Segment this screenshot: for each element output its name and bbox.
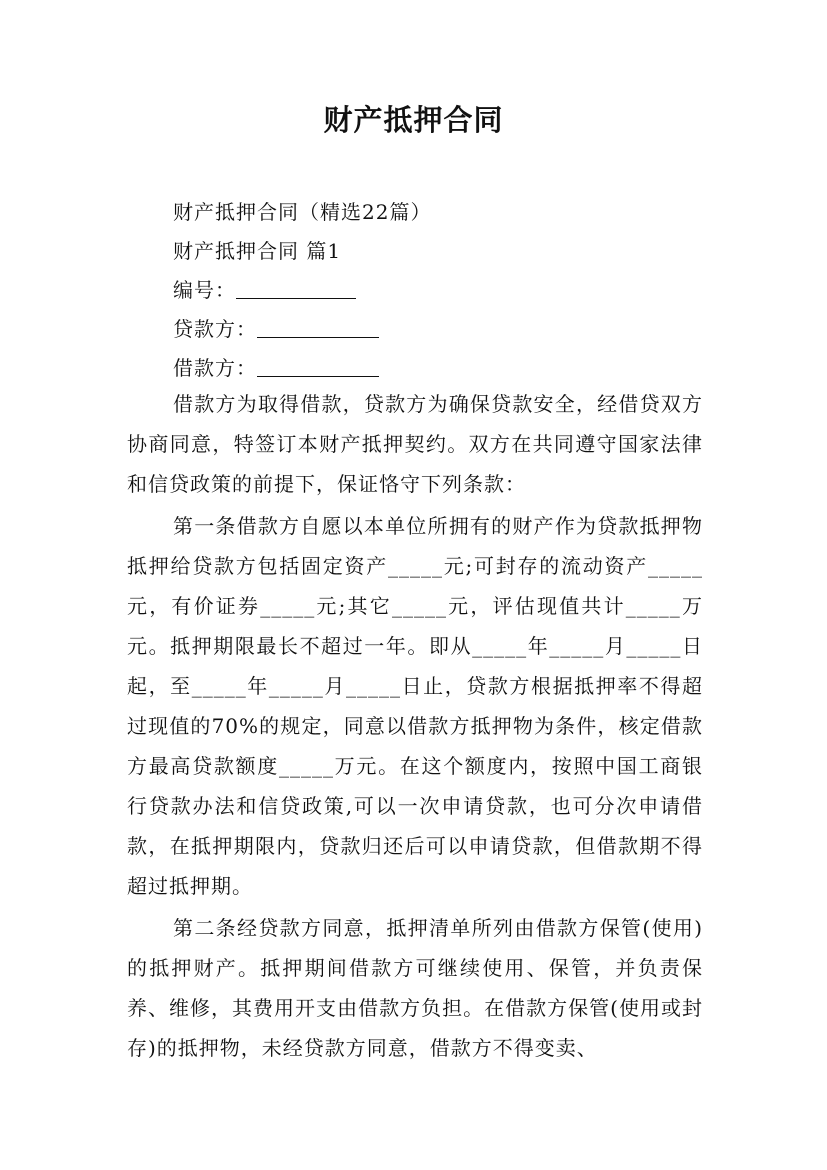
section-heading: 财产抵押合同 篇1	[173, 239, 342, 263]
document-subtitle: 财产抵押合同（精选22篇）	[173, 200, 432, 224]
borrower-label: 借款方：	[173, 356, 257, 380]
paragraph-article-1: 第一条借款方自愿以本单位所拥有的财产作为贷款抵押物抵押给贷款方包括固定资产_____元;可封存的流动资产_____元，有价证券_____元;其它_____元，评估现值共计_____万元。抵押期限最长不超过一年。即从_____年_____月_____日起，至_____年_____月_____日止，贷款方根据抵押率不得超过现值的70%的规定，同意以借款方抵押物为条件，核定借款方最高贷款额度_____万元。在这个额度内，按照中国工商银行贷款办法和信贷政策,可以一次申请贷款，也可分次申请借款，在抵押期限内，贷款归还后可以申请贷款，但借款期不得超过抵押期。	[127, 514, 703, 898]
lender-field	[173, 313, 379, 345]
borrower-field	[173, 352, 379, 384]
number-blank	[236, 276, 356, 299]
paragraph-article-2: 第二条经贷款方同意，抵押清单所列由借款方保管(使用)的抵押财产。抵押期间借款方可继续使用、保管，并负责保养、维修，其费用开支由借款方负担。在借款方保管(使用或封存)的抵押物，未经贷款方同意，借款方不得变卖、	[127, 916, 703, 1060]
lender-label: 贷款方：	[173, 317, 257, 341]
contract-body	[127, 384, 703, 1068]
document-title: 财产抵押合同	[323, 103, 504, 137]
lender-blank	[257, 315, 379, 338]
number-field	[173, 274, 356, 306]
paragraph-intro: 借款方为取得借款，贷款方为确保贷款安全，经借贷双方协商同意，特签订本财产抵押契约。双方在共同遵守国家法律和信贷政策的前提下，保证恪守下列条款：	[127, 392, 703, 496]
number-label: 编号：	[173, 278, 236, 302]
borrower-blank	[257, 354, 379, 377]
